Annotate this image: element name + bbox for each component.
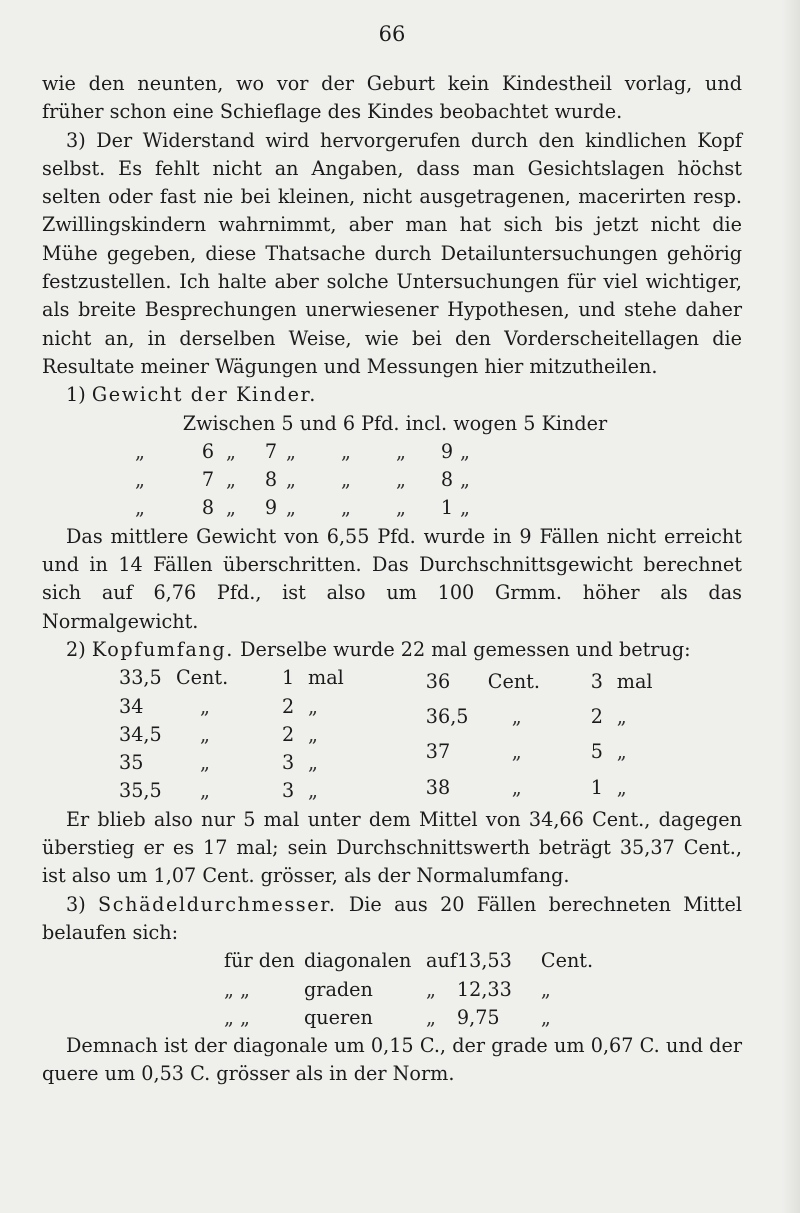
kopf-value: 34,5	[119, 722, 162, 746]
schaedel-value: 13,53	[456, 949, 512, 973]
paragraph-intro: wie den neunten, wo vor der Geburt kein Kindestheil vorlag, und früher schon eine Schieflage des Kindes beobachtet wurde.	[42, 72, 742, 124]
schaedel-row	[224, 976, 593, 1004]
section-2-title: Kopfumfang.	[91, 637, 234, 661]
schaedel-word: auf	[426, 949, 457, 973]
kopf-value: 36	[425, 669, 451, 693]
book-page	[42, 14, 742, 1089]
paragraph-3-widerstand: 3) Der Widerstand wird hervorgerufen durch den kindlichen Kopf selbst. Es fehlt nicht an Angaben, dass man Gesichtslagen höchst selten oder fast nie bei kleinen, nicht ausgetragenen, macerirten resp. Zwillingskindern wahrnimmt, aber man hat sich bis jetzt nicht die Mühe gegeben, diese Thatsache durch Detailuntersuchungen gehörig festzustellen. Ich halte aber solche Untersuchungen für viel wichtiger, als breite Besprechungen unerwiesener Hypothesen, und stehe daher nicht an, in derselben Weise, wie bei den Vorderscheitellagen die Resultate meiner Wägungen und Messungen hier mitzutheilen.	[42, 128, 742, 378]
kopf-row	[119, 664, 344, 692]
schaedel-value: 12,33	[456, 977, 512, 1001]
schaedel-row	[224, 947, 593, 975]
schaedel-table	[224, 947, 593, 1032]
paragraph-weight-result: Das mittlere Gewicht von 6,55 Pfd. wurde in 9 Fällen nicht erreicht und in 14 Fällen überschritten. Das Durchschnittsgewicht berechnet sich auf 6,76 Pfd., ist also um 100 Grmm. höher als das Normalgewicht.	[42, 524, 742, 633]
schaedel-label: diagonalen	[304, 949, 412, 973]
page-edge-shadow	[782, 0, 800, 1213]
kopf-row	[119, 749, 344, 777]
ditto-mark: „	[540, 977, 551, 1001]
kopf-value: 35	[119, 751, 144, 775]
ditto-mark: „	[135, 496, 145, 520]
ditto-mark: „	[396, 496, 406, 520]
weight-intro-line: Zwischen 5 und 6 Pfd. incl. wogen 5 Kinder	[182, 411, 608, 435]
weight-row	[135, 466, 490, 494]
schaedel-unit: Cent.	[540, 949, 594, 973]
section-2-heading	[42, 636, 742, 664]
ditto-mark: „	[616, 740, 627, 764]
weight-count: 8	[440, 468, 454, 492]
ditto-mark: „	[226, 439, 236, 463]
kopf-value: 34	[119, 694, 144, 718]
ditto-mark: „	[341, 496, 351, 520]
weight-row	[135, 438, 490, 466]
ditto-mark: „	[511, 740, 522, 764]
section-1-number: 1)	[66, 383, 86, 407]
ditto-mark: „	[226, 496, 236, 520]
ditto-mark: „	[286, 439, 296, 463]
kopf-count: 3	[282, 779, 295, 803]
weight-to: 8	[264, 468, 278, 492]
ditto-mark: „	[460, 439, 470, 463]
ditto-mark: „	[396, 439, 406, 463]
section-3-title: Schädeldurchmesser.	[98, 892, 337, 916]
ditto-mark: „	[511, 705, 522, 729]
ditto-mark: „	[460, 496, 470, 520]
weight-from: 6	[201, 439, 215, 463]
ditto-mark: „	[396, 468, 406, 492]
ditto-mark: „	[286, 496, 296, 520]
kopf-row	[426, 664, 653, 699]
section-2-number: 2)	[66, 637, 86, 661]
kopf-table-right	[426, 664, 653, 805]
ditto-marks: „ „	[224, 977, 250, 1001]
ditto-mark: „	[308, 722, 318, 746]
kopf-count: 3	[282, 751, 295, 775]
ditto-mark: „	[460, 468, 470, 492]
ditto-mark: „	[511, 775, 522, 799]
ditto-mark: „	[226, 468, 236, 492]
ditto-mark: „	[135, 468, 145, 492]
paragraph-final: Demnach ist der diagonale um 0,15 C., der grade um 0,67 C. und der quere um 0,53 C. grösser als in der Norm.	[42, 1034, 742, 1086]
section-1-heading	[42, 381, 742, 409]
ditto-marks: „ „	[224, 1005, 250, 1029]
ditto-mark: „	[616, 705, 627, 729]
weight-to: 7	[264, 439, 278, 463]
kopf-unit: Cent.	[487, 669, 540, 693]
kopf-times: mal	[616, 669, 653, 693]
kopf-table-left	[119, 664, 344, 805]
kopf-count: 2	[282, 694, 295, 718]
ditto-mark: „	[341, 439, 351, 463]
schaedel-label: queren	[304, 1005, 373, 1029]
kopf-unit: Cent.	[176, 666, 229, 690]
ditto-mark: „	[200, 751, 210, 775]
kopf-value: 33,5	[119, 666, 162, 690]
weight-table	[135, 438, 490, 523]
weight-to: 9	[264, 496, 278, 520]
section-3-text: Die aus 20 Fällen berechneten Mittel belaufen sich:	[42, 892, 742, 944]
ditto-mark: „	[135, 439, 145, 463]
ditto-mark: „	[426, 1005, 436, 1029]
ditto-mark: „	[308, 694, 318, 718]
ditto-mark: „	[341, 468, 351, 492]
weight-from: 7	[201, 468, 215, 492]
kopf-value: 35,5	[119, 779, 162, 803]
kopf-tables	[119, 664, 742, 805]
section-1-title: Gewicht der Kinder.	[91, 383, 317, 407]
kopf-value: 36,5	[425, 705, 469, 729]
kopf-row	[119, 721, 344, 749]
ditto-mark: „	[616, 775, 627, 799]
ditto-mark: „	[200, 694, 210, 718]
schaedel-row	[224, 1004, 593, 1032]
kopf-row	[119, 777, 344, 805]
paragraph-kopf-result: Er blieb also nur 5 mal unter dem Mittel von 34,66 Cent., dagegen überstieg er es 17 mal; sein Durchschnittswerth beträgt 35,37 Cent., ist also um 1,07 Cent. grösser, als der Normalumfang.	[42, 807, 742, 888]
kopf-row	[119, 693, 344, 721]
weight-count: 9	[440, 439, 454, 463]
ditto-mark: „	[308, 751, 318, 775]
kopf-count: 5	[590, 740, 603, 764]
ditto-mark: „	[286, 468, 296, 492]
ditto-mark: „	[426, 977, 436, 1001]
weight-from: 8	[201, 496, 215, 520]
schaedel-prefix: für den	[224, 949, 295, 973]
ditto-mark: „	[540, 1005, 551, 1029]
kopf-row	[426, 770, 653, 805]
kopf-row	[426, 735, 653, 770]
schaedel-value: 9,75	[456, 1005, 500, 1029]
kopf-count: 2	[590, 705, 603, 729]
kopf-times: mal	[308, 666, 344, 690]
weight-count: 1	[440, 496, 454, 520]
ditto-mark: „	[308, 779, 318, 803]
page-number: 66	[378, 22, 406, 46]
kopf-count: 1	[282, 666, 295, 690]
weight-row	[135, 494, 490, 522]
section-2-text: Derselbe wurde 22 mal gemessen und betrug:	[240, 637, 691, 661]
kopf-row	[426, 700, 653, 735]
kopf-value: 37	[425, 740, 451, 764]
schaedel-label: graden	[304, 977, 373, 1001]
ditto-mark: „	[200, 779, 210, 803]
section-3-number: 3)	[66, 892, 86, 916]
kopf-count: 2	[282, 722, 295, 746]
kopf-value: 38	[425, 775, 451, 799]
section-3-heading	[42, 891, 742, 948]
ditto-mark: „	[200, 722, 210, 746]
kopf-count: 1	[590, 775, 603, 799]
kopf-count: 3	[590, 669, 603, 693]
